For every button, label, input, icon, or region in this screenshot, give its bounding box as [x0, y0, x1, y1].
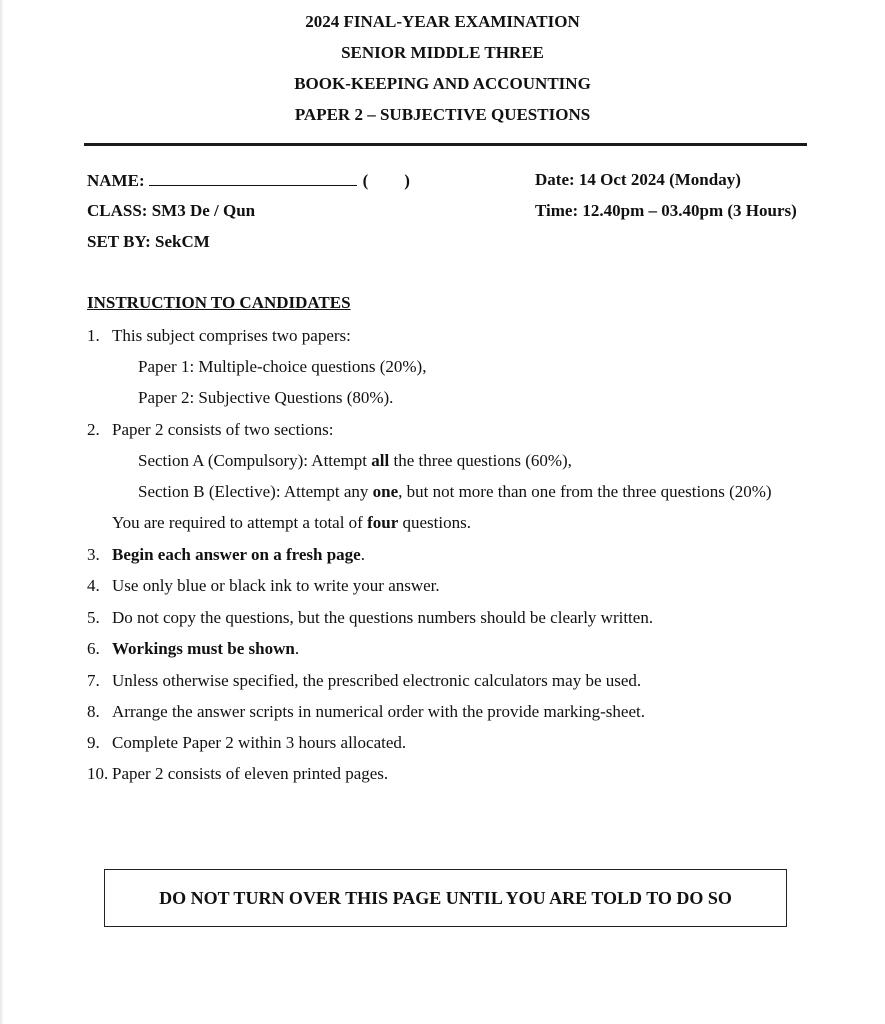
- instruction-number: 6.: [87, 639, 100, 658]
- paren-close: ): [404, 171, 410, 190]
- instruction-1: This subject comprises two papers:: [112, 326, 351, 345]
- page-edge: [0, 0, 4, 1024]
- instruction-number: 10.: [87, 764, 109, 783]
- instruction-1-paper1: Paper 1: Multiple-choice questions (20%),: [138, 357, 427, 376]
- exam-level: SENIOR MIDDLE THREE: [341, 43, 544, 62]
- paren-open: (: [362, 171, 369, 190]
- exam-time: Time: 12.40pm – 03.40pm (3 Hours): [535, 201, 797, 220]
- instruction-2-total: You are required to attempt a total of four questions.: [112, 513, 471, 532]
- name-field: [87, 170, 410, 191]
- instruction-6: Workings must be shown.: [112, 639, 300, 658]
- instruction-number: 7.: [87, 671, 100, 690]
- instruction-4: Use only blue or black ink to write your answer.: [112, 576, 440, 595]
- instruction-2-section-b: Section B (Elective): Attempt any one, but not more than one from the three questions (20%): [138, 482, 772, 501]
- instruction-number: 9.: [87, 733, 100, 752]
- instruction-number: 8.: [87, 702, 100, 721]
- instruction-number: 5.: [87, 608, 100, 627]
- instruction-9: Complete Paper 2 within 3 hours allocated.: [112, 733, 407, 752]
- do-not-turn-notice: [104, 869, 787, 927]
- header-divider: [84, 143, 807, 146]
- notice-text: DO NOT TURN OVER THIS PAGE UNTIL YOU ARE TOLD TO DO SO: [159, 887, 732, 908]
- set-by: SET BY: SekCM: [87, 232, 210, 251]
- instruction-3: Begin each answer on a fresh page.: [112, 545, 365, 564]
- instruction-number: 1.: [87, 326, 100, 345]
- exam-subject: BOOK-KEEPING AND ACCOUNTING: [294, 74, 591, 93]
- exam-paper: PAPER 2 – SUBJECTIVE QUESTIONS: [294, 105, 591, 124]
- instruction-2-section-a: Section A (Compulsory): Attempt all the three questions (60%),: [138, 451, 572, 470]
- instructions-heading: INSTRUCTION TO CANDIDATES: [87, 293, 351, 312]
- name-blank: [149, 170, 357, 186]
- instruction-7: Unless otherwise specified, the prescribed electronic calculators may be used.: [112, 671, 642, 690]
- name-label: NAME:: [87, 171, 145, 190]
- instruction-number: 2.: [87, 420, 100, 439]
- instruction-1-paper2: Paper 2: Subjective Questions (80%).: [138, 388, 394, 407]
- instruction-number: 3.: [87, 545, 100, 564]
- exam-title: 2024 FINAL-YEAR EXAMINATION: [305, 12, 580, 31]
- instruction-8: Arrange the answer scripts in numerical order with the provide marking-sheet.: [112, 702, 645, 721]
- instruction-5: Do not copy the questions, but the questions numbers should be clearly written.: [112, 608, 654, 627]
- instruction-2: Paper 2 consists of two sections:: [112, 420, 334, 439]
- exam-date: Date: 14 Oct 2024 (Monday): [535, 170, 741, 189]
- class-info: CLASS: SM3 De / Qun: [87, 201, 256, 220]
- index-number-box: [363, 171, 410, 191]
- instruction-number: 4.: [87, 576, 100, 595]
- instruction-10: Paper 2 consists of eleven printed pages.: [112, 764, 389, 783]
